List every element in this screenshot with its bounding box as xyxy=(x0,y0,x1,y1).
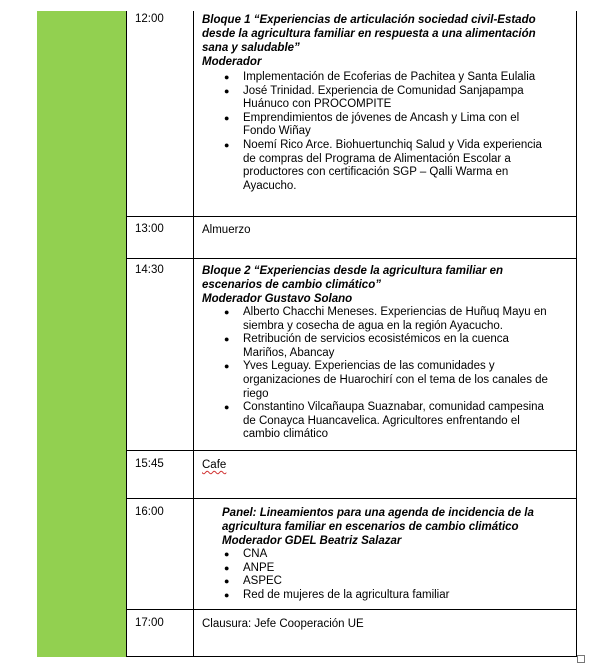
list-item xyxy=(202,548,576,562)
session-content xyxy=(222,506,576,602)
time-label: 16:00 xyxy=(135,506,164,518)
list-item xyxy=(202,85,576,112)
list-item-line: ● Alberto Chacchi Meneses. Experiencias de Huñuq Mayu en xyxy=(243,306,547,318)
list-item-line: ● Retribución de servicios ecosistémicos en la cuenca xyxy=(243,333,509,346)
session-text: Clausura: Jefe Cooperación UE xyxy=(202,618,364,630)
list-item xyxy=(202,139,576,193)
list-item xyxy=(202,575,576,589)
session-title-line: escenarios de cambio climático” xyxy=(202,279,381,291)
agenda-row-1545 xyxy=(126,450,576,498)
speaker-list xyxy=(202,71,576,193)
list-item-line: ● Constantino Vilcañaupa Suaznabar, comunidad campesina xyxy=(243,401,544,414)
time-label: 12:00 xyxy=(135,13,164,25)
list-item-line: productores con certificación SGP – Qalli Warma en xyxy=(243,166,509,179)
list-item xyxy=(202,562,576,576)
time-label: 17:00 xyxy=(135,617,164,629)
table-resize-handle[interactable] xyxy=(577,655,585,663)
session-content xyxy=(202,264,576,442)
moderator-label: Moderador xyxy=(202,56,262,68)
list-item-line: ● CNA xyxy=(243,548,268,560)
session-title-line: desde la agricultura familiar en respuesta a una alimentación xyxy=(202,28,536,40)
list-item xyxy=(202,71,576,85)
session-text: Almuerzo xyxy=(202,224,251,236)
list-item xyxy=(202,360,576,401)
list-item-line: Fondo Wiñay xyxy=(243,125,311,138)
time-label: 13:00 xyxy=(135,223,164,235)
list-item xyxy=(202,401,576,442)
green-margin-column xyxy=(37,11,126,657)
time-label: 15:45 xyxy=(135,458,164,470)
list-item-line: ● ANPE xyxy=(243,561,275,574)
agenda-row-1300 xyxy=(126,216,576,258)
list-item-line: ● Noemí Rico Arce. Biohuertunchiq Salud y Vida experiencia xyxy=(243,138,542,151)
list-item-line: ● Red de mujeres de la agricultura familiar xyxy=(243,588,450,601)
list-item-line: ● Implementación de Ecoferias de Pachitea y Santa Eulalia xyxy=(243,71,536,83)
agenda-row-1600 xyxy=(126,498,576,609)
moderator-label: Moderador Gustavo Solano xyxy=(202,293,353,305)
list-item xyxy=(202,333,576,360)
list-item xyxy=(202,306,576,333)
agenda-row-1700 xyxy=(126,609,576,656)
list-item-line: ● José Trinidad. Experiencia de Comunidad Sanjapampa xyxy=(243,84,524,97)
session-title-line: Bloque 1 “Experiencias de articulación sociedad civil-Estado xyxy=(202,14,536,26)
table-border-bottom xyxy=(126,656,577,657)
session-text-value: Cafe xyxy=(202,459,227,471)
list-item-line: siembra y cosecha de agua en la región Ayacucho. xyxy=(243,319,503,332)
speaker-list xyxy=(202,548,576,602)
list-item-line: de Conayca Huancavelica. Agricultores enfrentando el xyxy=(243,414,520,427)
list-item-line: riego xyxy=(243,387,269,400)
list-item xyxy=(202,112,576,139)
session-text xyxy=(202,458,576,472)
list-item-line: Huánuco con PROCOMPITE xyxy=(243,98,392,111)
table-border-right xyxy=(576,11,577,657)
list-item-line: Mariños, Abancay xyxy=(243,346,335,359)
list-item xyxy=(202,589,576,603)
session-title-line: agricultura familiar en escenarios de cambio climático xyxy=(222,521,519,533)
list-item-line: ● Emprendimientos de jóvenes de Ancash y Lima con el xyxy=(243,111,520,124)
list-item-line: cambio climático xyxy=(243,428,328,441)
list-item-line: Ayacucho. xyxy=(243,179,297,192)
speaker-list xyxy=(202,306,576,442)
list-item-line: ● ASPEC xyxy=(243,575,282,588)
list-item-line: ● Yves Leguay. Experiencias de las comunidades y xyxy=(243,360,495,373)
moderator-label: Moderador GDEL Beatriz Salazar xyxy=(222,535,402,547)
list-item-line: organizaciones de Huarochirí con el tema de los canales de xyxy=(243,373,548,386)
agenda-row-1200 xyxy=(126,11,576,216)
agenda-row-1430 xyxy=(126,258,576,450)
session-title-line: Bloque 2 “Experiencias desde la agricultura familiar en xyxy=(202,265,504,277)
list-item-line: de compras del Programa de Alimentación Escolar a xyxy=(243,152,511,165)
session-title-line: Panel: Lineamientos para una agenda de incidencia de la xyxy=(222,507,534,519)
session-title-line: sana y saludable” xyxy=(202,42,300,54)
session-content xyxy=(202,13,576,193)
time-label: 14:30 xyxy=(135,264,164,276)
